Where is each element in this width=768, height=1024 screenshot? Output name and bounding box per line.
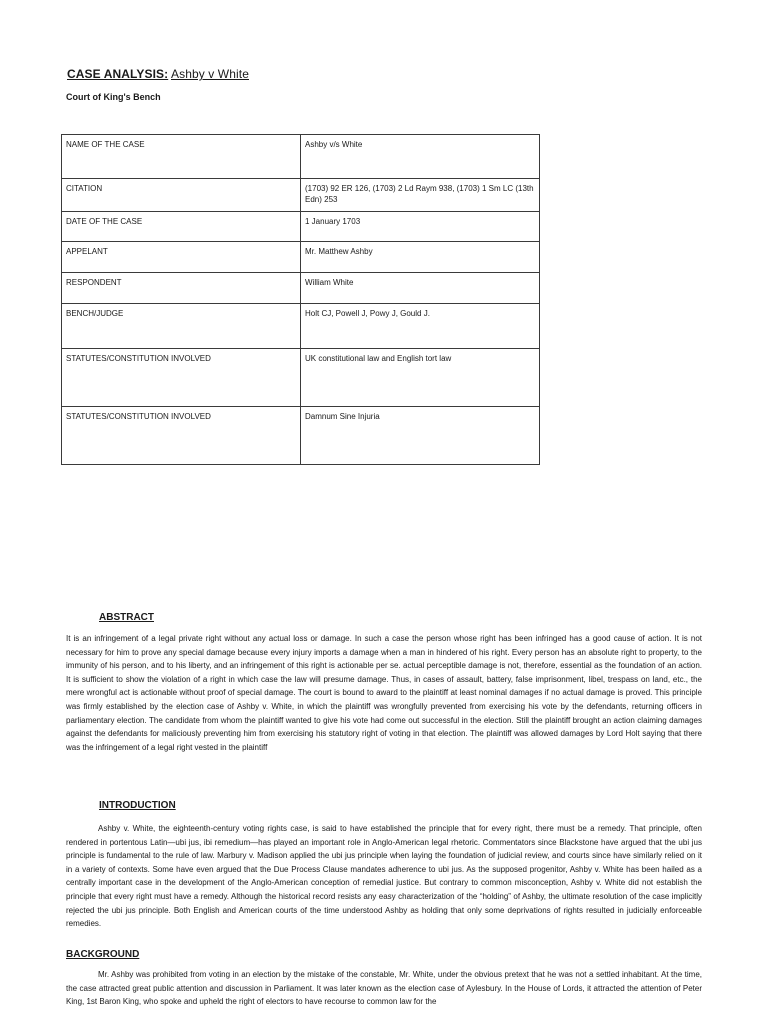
court-name: Court of King's Bench (66, 92, 161, 102)
row-key: RESPONDENT (62, 273, 301, 304)
row-value: Ashby v/s White (301, 135, 540, 179)
row-value: 1 January 1703 (301, 212, 540, 242)
row-key: STATUTES/CONSTITUTION INVOLVED (62, 349, 301, 407)
row-key: APPELANT (62, 242, 301, 273)
table-row (62, 242, 540, 273)
row-key: BENCH/JUDGE (62, 304, 301, 349)
introduction-paragraph: Ashby v. White, the eighteenth-century voting rights case, is said to have established the principle that for every right, there must be a remedy. That principle, often rendered in portentous Latin—ubi jus, ibi remedium—has played an important role in Anglo-American legal rhetoric. Commentators since Blackstone have argued that the ubi jus principle is fundamental to the rule of law. Marbury v. Madison applied the ubi jus principle when laying the foundation of judicial review, and courts since have similarly relied on it in a variety of contexts. Some have even argued that the Due Process Clause mandates adherence to ubi jus. As the supposed progenitor, Ashby v. White has been hailed as a centrally important case in the development of the Anglo-American conception of remedial justice. But contrary to common misconception, Ashby v. White did not establish the principle that every right must have a remedy. Although the historical record resists any easy characterization of the “holding” of Ashby, the ultimate resolution of the case implicitly rejected the ubi jus principle. Both English and American courts of the time understood Ashby as holding that only some deprivations of rights resulted in judicially enforceable remedies. (66, 824, 702, 929)
case-details-table (61, 134, 540, 465)
background-heading: BACKGROUND (66, 949, 140, 960)
table-row (62, 407, 540, 465)
table-row (62, 273, 540, 304)
title-case-name: Ashby v White (170, 67, 249, 81)
row-key: STATUTES/CONSTITUTION INVOLVED (62, 407, 301, 465)
row-value: UK constitutional law and English tort law (301, 349, 540, 407)
introduction-heading: INTRODUCTION (99, 800, 176, 811)
row-value: William White (301, 273, 540, 304)
row-key: NAME OF THE CASE (62, 135, 301, 179)
background-paragraph: Mr. Ashby was prohibited from voting in an election by the mistake of the constable, Mr. White, under the obvious pretext that he was not a settled inhabitant. At the time, the case attracted great public attention and discussion in Parliament. It was later known as the election case of Aylesbury. In the House of Lords, it attracted the attention of Peter King, 1st Baron King, who spoke and upheld the right of electors to have recourse to common law for the (66, 970, 702, 1007)
abstract-heading: ABSTRACT (99, 612, 154, 623)
row-value: Damnum Sine Injuria (301, 407, 540, 465)
table-row (62, 304, 540, 349)
table-row (62, 179, 540, 212)
row-key: DATE OF THE CASE (62, 212, 301, 242)
table-row (62, 135, 540, 179)
row-value: Holt CJ, Powell J, Powy J, Gould J. (301, 304, 540, 349)
title-label: CASE ANALYSIS: (67, 67, 169, 81)
table-row (62, 349, 540, 407)
table-row (62, 212, 540, 242)
abstract-paragraph: It is an infringement of a legal private right without any actual loss or damage. In such a case the person whose right has been infringed has a good cause of action. It is not necessary for him to prove any special damage because every injury imports a damage when a man in hindered of his right. Every person has an absolute right to property, to the immunity of his person, and to his liberty, and an infringement of this right is actionable per se. actual perceptible damage is not, therefore, essential as the foundation of an action. It is sufficient to show the violation of a right in which case the law will presume damage. Thus, in cases of assault, battery, false imprisonment, libel, trespass on land, etc., the mere wrongful act is actionable without proof of special damage. The court is bound to award to the plaintiff at least nominal damages if no actual damage is proved. This principle was firmly established by the election case of Ashby v. White, in which the plaintiff was wrongfully prevented from exercising his vote by the defendants, returning officers in parliamentary election. The candidate from whom the plaintiff wanted to give his vote had come out successful in the election. Still the plaintiff brought an action claiming damages against the defendants for maliciously preventing him from exercising his statutory right of voting in that election. The plaintiff was allowed damages by Lord Holt saying that there was the infringement of a legal right vested in the plaintiff (66, 634, 702, 752)
row-value: Mr. Matthew Ashby (301, 242, 540, 273)
row-value: (1703) 92 ER 126, (1703) 2 Ld Raym 938, (1703) 1 Sm LC (13th Edn) 253 (301, 179, 540, 212)
row-key: CITATION (62, 179, 301, 212)
document-title (67, 67, 249, 81)
